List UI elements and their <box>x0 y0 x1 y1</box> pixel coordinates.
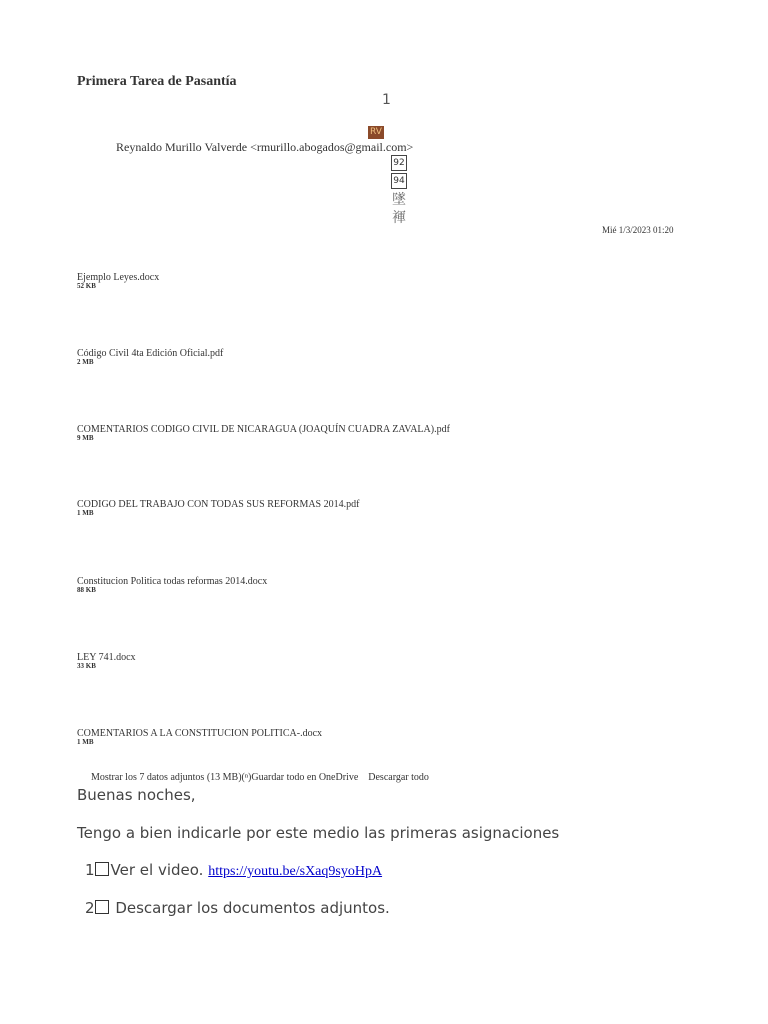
attachment-item[interactable] <box>77 576 267 594</box>
attachment-item[interactable] <box>77 652 136 670</box>
attachment-size: 1 MB <box>77 509 94 517</box>
task-text: Descargar los documentos adjuntos. <box>110 899 390 917</box>
attachment-item[interactable] <box>77 424 450 442</box>
task-number: 2 <box>85 899 95 917</box>
attachment-name[interactable]: Ejemplo Leyes.docx <box>77 272 160 283</box>
greeting-text: Buenas noches, <box>77 786 196 804</box>
intro-text: Tengo a bien indicarle por este medio las primeras asignaciones <box>77 824 560 842</box>
forward-icon[interactable]: 94 <box>391 173 407 189</box>
attachment-size: 2 MB <box>77 358 94 366</box>
reply-icon[interactable]: 92 <box>391 155 407 171</box>
task-item-1 <box>85 861 382 880</box>
attachment-size: 1 MB <box>77 738 94 746</box>
save-onedrive-link[interactable]: Guardar todo en OneDrive <box>251 772 359 783</box>
attachment-size: 52 KB <box>77 282 96 290</box>
email-date: Mié 1/3/2023 01:20 <box>602 225 674 235</box>
task-number: 1 <box>85 861 95 879</box>
attachment-name[interactable]: CODIGO DEL TRABAJO CON TODAS SUS REFORMAS 2014.pdf <box>77 499 360 510</box>
attachment-item[interactable] <box>77 499 359 517</box>
email-subject: Primera Tarea de Pasantía <box>77 74 237 89</box>
attachment-size: 9 MB <box>77 434 94 442</box>
attachment-item[interactable] <box>77 348 223 366</box>
options-icon[interactable]: 褌 <box>392 210 406 226</box>
sender-address[interactable]: Reynaldo Murillo Valverde <rmurillo.abogados@gmail.com> <box>116 140 414 154</box>
sender-avatar[interactable]: RV <box>368 126 384 139</box>
attachment-name[interactable]: LEY 741.docx <box>77 652 136 663</box>
task-text: Ver el video. <box>110 861 204 879</box>
attachment-name[interactable]: COMENTARIOS CODIGO CIVIL DE NICARAGUA (JOAQUÍN CUADRA ZAVALA).pdf <box>77 424 450 435</box>
video-link[interactable]: https://youtu.be/sXaq9syoHpA <box>208 864 383 879</box>
attachment-item[interactable] <box>77 728 322 746</box>
attachment-actions <box>91 772 429 783</box>
message-count: 1 <box>382 92 391 108</box>
separator-glyph: (ⁿ) <box>241 772 252 783</box>
show-all-attachments-link[interactable]: Mostrar los 7 datos adjuntos (13 MB) <box>91 772 242 783</box>
attachment-name[interactable]: Código Civil 4ta Edición Oficial.pdf <box>77 348 224 359</box>
download-all-link[interactable]: Descargar todo <box>368 772 429 783</box>
more-actions-icon[interactable]: 墜 <box>392 192 406 208</box>
attachment-name[interactable]: COMENTARIOS A LA CONSTITUCION POLITICA-.docx <box>77 728 323 739</box>
task-item-2 <box>85 899 390 917</box>
checkbox-icon <box>95 900 109 914</box>
attachment-item[interactable] <box>77 272 159 290</box>
attachment-size: 88 KB <box>77 586 96 594</box>
attachment-size: 33 KB <box>77 662 96 670</box>
attachment-name[interactable]: Constitucion Politica todas reformas 2014.docx <box>77 576 268 587</box>
checkbox-icon <box>95 862 109 876</box>
